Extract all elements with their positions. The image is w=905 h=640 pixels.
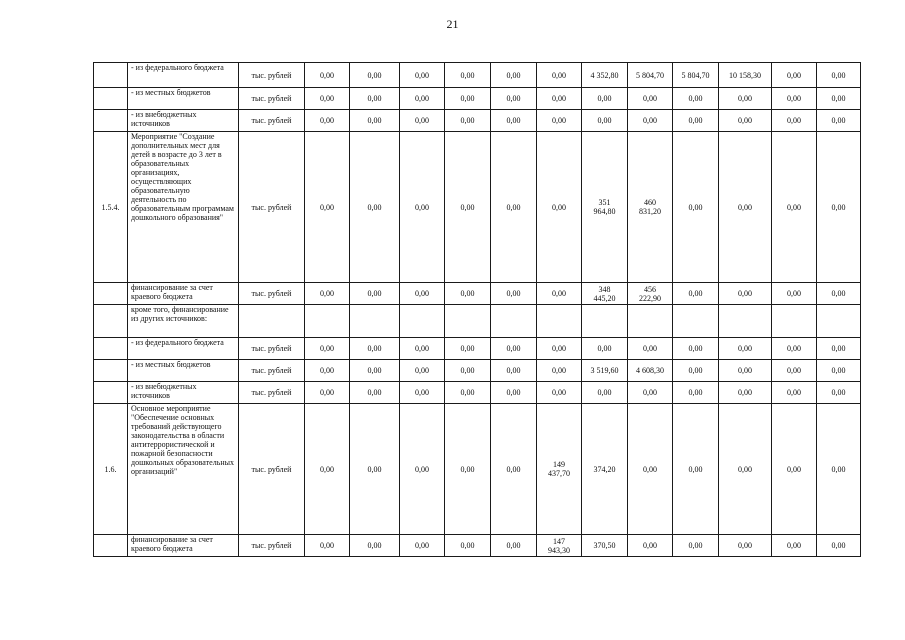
value-cell: 0,00: [445, 338, 491, 360]
value-cell: 0,00: [445, 283, 491, 305]
row-code-cell: [94, 88, 128, 110]
value-cell: 0,00: [350, 404, 400, 535]
value-cell: 0,00: [772, 338, 817, 360]
value-cell: 0,00: [445, 404, 491, 535]
value-cell: 0,00: [445, 63, 491, 88]
value-cell: 0,00: [491, 110, 537, 132]
value-cell: 0,00: [673, 88, 719, 110]
value-cell: 0,00: [537, 360, 582, 382]
table-row: [94, 110, 861, 132]
row-unit-cell: [239, 305, 305, 338]
value-cell: [350, 305, 400, 338]
row-name-cell: Основное мероприятие "Обеспечение основных требований действующего законодательства в области антитеррористической и пожарной безопасности дошкольных образовательных организаций": [128, 404, 239, 535]
value-cell: 0,00: [673, 360, 719, 382]
value-cell: [772, 305, 817, 338]
value-cell: 0,00: [400, 132, 445, 283]
value-cell: [491, 305, 537, 338]
value-cell: 0,00: [491, 404, 537, 535]
value-cell: 0,00: [719, 404, 772, 535]
row-name-cell: финансирование за счет краевого бюджета: [128, 283, 239, 305]
value-cell: 0,00: [537, 132, 582, 283]
table-row: [94, 382, 861, 404]
value-cell: 0,00: [305, 382, 350, 404]
value-cell: 0,00: [628, 535, 673, 557]
value-cell: 10 158,30: [719, 63, 772, 88]
value-cell: 0,00: [350, 283, 400, 305]
value-cell: 370,50: [582, 535, 628, 557]
row-name-cell: финансирование за счет краевого бюджета: [128, 535, 239, 557]
value-cell: 0,00: [673, 110, 719, 132]
row-name-cell: - из федерального бюджета: [128, 338, 239, 360]
value-cell: 0,00: [719, 382, 772, 404]
value-cell: 0,00: [719, 360, 772, 382]
value-cell: [537, 305, 582, 338]
value-cell: 0,00: [350, 88, 400, 110]
value-cell: [817, 305, 861, 338]
value-cell: 0,00: [400, 382, 445, 404]
value-cell: 0,00: [400, 360, 445, 382]
value-cell: 0,00: [305, 404, 350, 535]
value-cell: 0,00: [628, 382, 673, 404]
table-row: [94, 283, 861, 305]
value-cell: 0,00: [772, 535, 817, 557]
value-cell: 0,00: [491, 360, 537, 382]
row-unit-cell: тыс. рублей: [239, 404, 305, 535]
value-cell: 0,00: [350, 382, 400, 404]
value-cell: 0,00: [491, 283, 537, 305]
value-cell: [582, 305, 628, 338]
value-cell: [305, 305, 350, 338]
value-cell: 0,00: [400, 283, 445, 305]
value-cell: 5 804,70: [628, 63, 673, 88]
value-cell: 0,00: [350, 132, 400, 283]
value-cell: 0,00: [719, 88, 772, 110]
table-row: [94, 132, 861, 283]
value-cell: 0,00: [582, 110, 628, 132]
value-cell: 0,00: [445, 360, 491, 382]
row-unit-cell: тыс. рублей: [239, 132, 305, 283]
value-cell: 0,00: [628, 338, 673, 360]
value-cell: 0,00: [400, 88, 445, 110]
value-cell: 0,00: [305, 338, 350, 360]
value-cell: 0,00: [772, 132, 817, 283]
value-cell: 0,00: [445, 88, 491, 110]
value-cell: 351 964,80: [582, 132, 628, 283]
value-cell: 0,00: [817, 535, 861, 557]
value-cell: [673, 305, 719, 338]
page-number: 21: [446, 17, 459, 31]
value-cell: 147 943,30: [537, 535, 582, 557]
row-unit-cell: тыс. рублей: [239, 110, 305, 132]
value-cell: 0,00: [400, 404, 445, 535]
value-cell: 0,00: [817, 132, 861, 283]
row-code-cell: 1.6.: [94, 404, 128, 535]
value-cell: 0,00: [628, 110, 673, 132]
value-cell: 0,00: [537, 63, 582, 88]
value-cell: 0,00: [350, 63, 400, 88]
value-cell: 0,00: [445, 110, 491, 132]
row-code-cell: [94, 305, 128, 338]
table-row: [94, 305, 861, 338]
row-name-cell: - из внебюджетных источников: [128, 382, 239, 404]
table-row: [94, 360, 861, 382]
value-cell: 0,00: [350, 110, 400, 132]
value-cell: 0,00: [445, 382, 491, 404]
value-cell: 0,00: [673, 382, 719, 404]
value-cell: 0,00: [491, 535, 537, 557]
table-row: [94, 338, 861, 360]
value-cell: 0,00: [817, 88, 861, 110]
value-cell: 0,00: [772, 360, 817, 382]
value-cell: 0,00: [400, 63, 445, 88]
value-cell: 0,00: [582, 382, 628, 404]
row-code-cell: [94, 535, 128, 557]
value-cell: 0,00: [445, 132, 491, 283]
value-cell: 0,00: [582, 88, 628, 110]
value-cell: 0,00: [491, 63, 537, 88]
row-unit-cell: тыс. рублей: [239, 360, 305, 382]
row-name-cell: Мероприятие "Создание дополнительных мест для детей в возрасте до 3 лет в образовательных организациях, осуществляющих образовательную деятельность по образовательным программам дошкольного образования": [128, 132, 239, 283]
value-cell: 0,00: [673, 338, 719, 360]
value-cell: 0,00: [673, 535, 719, 557]
value-cell: 0,00: [772, 404, 817, 535]
value-cell: 460 831,20: [628, 132, 673, 283]
value-cell: 0,00: [350, 338, 400, 360]
value-cell: 0,00: [817, 110, 861, 132]
value-cell: 149 437,70: [537, 404, 582, 535]
value-cell: 0,00: [772, 110, 817, 132]
value-cell: 0,00: [491, 88, 537, 110]
value-cell: 0,00: [400, 338, 445, 360]
table-row: [94, 404, 861, 535]
value-cell: 0,00: [305, 535, 350, 557]
row-code-cell: [94, 360, 128, 382]
value-cell: 0,00: [817, 404, 861, 535]
value-cell: 0,00: [537, 88, 582, 110]
row-name-cell: - из местных бюджетов: [128, 360, 239, 382]
value-cell: 0,00: [719, 110, 772, 132]
value-cell: [445, 305, 491, 338]
value-cell: 4 608,30: [628, 360, 673, 382]
value-cell: 5 804,70: [673, 63, 719, 88]
value-cell: 0,00: [537, 338, 582, 360]
value-cell: 0,00: [305, 88, 350, 110]
value-cell: 0,00: [772, 283, 817, 305]
value-cell: 0,00: [537, 283, 582, 305]
value-cell: 0,00: [582, 338, 628, 360]
row-name-cell: - из внебюджетных источников: [128, 110, 239, 132]
row-unit-cell: тыс. рублей: [239, 283, 305, 305]
value-cell: 0,00: [491, 132, 537, 283]
table-row: [94, 535, 861, 557]
row-code-cell: [94, 63, 128, 88]
value-cell: 0,00: [400, 110, 445, 132]
table-row: [94, 63, 861, 88]
value-cell: 0,00: [305, 283, 350, 305]
row-name-cell: - из местных бюджетов: [128, 88, 239, 110]
value-cell: 456 222,90: [628, 283, 673, 305]
value-cell: 0,00: [673, 132, 719, 283]
table-row: [94, 88, 861, 110]
row-code-cell: [94, 110, 128, 132]
value-cell: 0,00: [491, 382, 537, 404]
row-code-cell: [94, 338, 128, 360]
value-cell: 0,00: [817, 338, 861, 360]
value-cell: 0,00: [673, 404, 719, 535]
budget-table: [93, 62, 861, 557]
value-cell: 0,00: [537, 110, 582, 132]
row-unit-cell: тыс. рублей: [239, 63, 305, 88]
row-unit-cell: тыс. рублей: [239, 382, 305, 404]
row-unit-cell: тыс. рублей: [239, 338, 305, 360]
value-cell: [400, 305, 445, 338]
value-cell: 0,00: [772, 63, 817, 88]
value-cell: [719, 305, 772, 338]
value-cell: 0,00: [305, 110, 350, 132]
value-cell: 0,00: [305, 132, 350, 283]
value-cell: 0,00: [673, 283, 719, 305]
value-cell: 0,00: [817, 283, 861, 305]
row-name-cell: - из федерального бюджета: [128, 63, 239, 88]
row-unit-cell: тыс. рублей: [239, 88, 305, 110]
value-cell: 0,00: [719, 283, 772, 305]
value-cell: 0,00: [628, 88, 673, 110]
value-cell: 0,00: [400, 535, 445, 557]
value-cell: 0,00: [817, 360, 861, 382]
value-cell: 0,00: [817, 382, 861, 404]
value-cell: 0,00: [445, 535, 491, 557]
value-cell: 0,00: [719, 535, 772, 557]
value-cell: 0,00: [719, 132, 772, 283]
row-name-cell: кроме того, финансирование из других источников:: [128, 305, 239, 338]
value-cell: 0,00: [628, 404, 673, 535]
value-cell: 0,00: [350, 360, 400, 382]
row-code-cell: [94, 382, 128, 404]
value-cell: 4 352,80: [582, 63, 628, 88]
value-cell: 0,00: [817, 63, 861, 88]
value-cell: 0,00: [772, 382, 817, 404]
row-code-cell: 1.5.4.: [94, 132, 128, 283]
value-cell: 348 445,20: [582, 283, 628, 305]
row-code-cell: [94, 283, 128, 305]
value-cell: 374,20: [582, 404, 628, 535]
value-cell: 0,00: [537, 382, 582, 404]
value-cell: [628, 305, 673, 338]
value-cell: 0,00: [772, 88, 817, 110]
value-cell: 3 519,60: [582, 360, 628, 382]
row-unit-cell: тыс. рублей: [239, 535, 305, 557]
value-cell: 0,00: [491, 338, 537, 360]
value-cell: 0,00: [305, 63, 350, 88]
value-cell: 0,00: [719, 338, 772, 360]
value-cell: 0,00: [350, 535, 400, 557]
value-cell: 0,00: [305, 360, 350, 382]
